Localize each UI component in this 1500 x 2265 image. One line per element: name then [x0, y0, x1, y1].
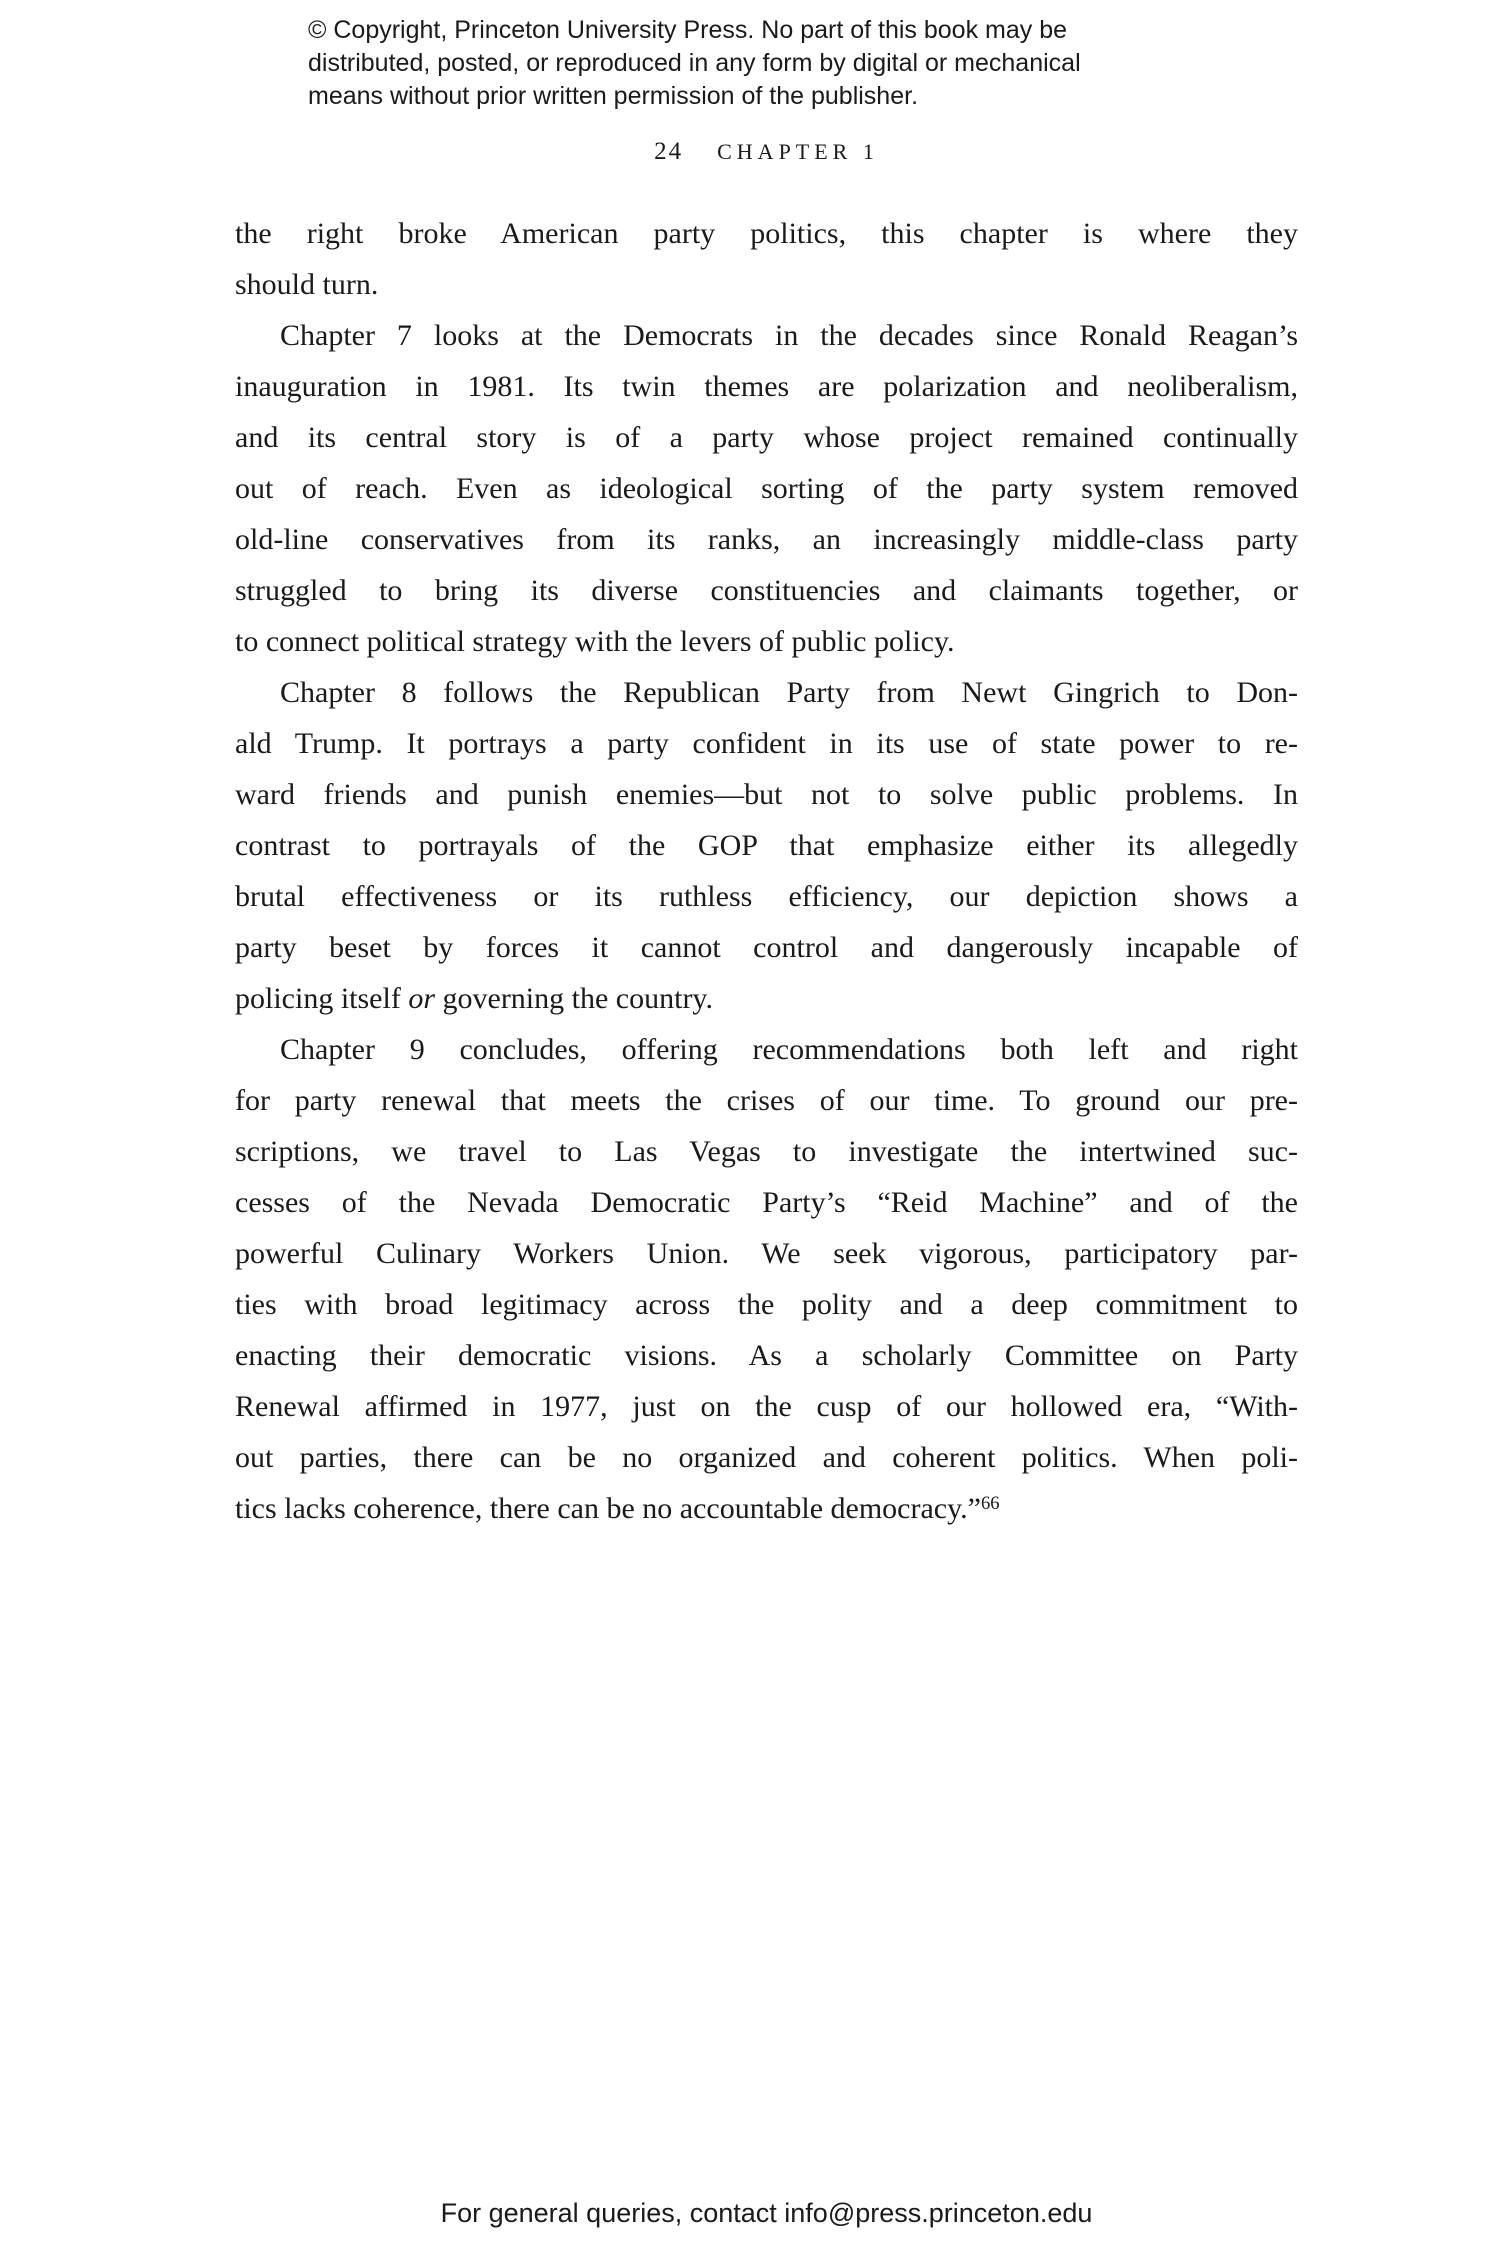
chapter-label: CHAPTER 1	[717, 139, 879, 164]
body-text-line: powerful Culinary Workers Union. We seek vigorous, participatory par-	[235, 1237, 1298, 1270]
paragraph	[235, 667, 1298, 1024]
running-head	[235, 138, 1298, 166]
body-text-line: cesses of the Nevada Democratic Party’s “Reid Machine” and of the	[235, 1186, 1298, 1219]
body-text	[235, 208, 1298, 1534]
body-text-line: Chapter 7 looks at the Democrats in the decades since Ronald Reagan’s	[280, 319, 1298, 352]
copyright-notice	[308, 14, 1081, 113]
paragraph	[235, 208, 1298, 310]
body-text-line: inauguration in 1981. Its twin themes are polarization and neoliberalism,	[235, 370, 1298, 403]
body-text-line: ties with broad legitimacy across the polity and a deep commitment to	[235, 1288, 1298, 1321]
body-text-line: ward friends and punish enemies—but not to solve public problems. In	[235, 778, 1298, 811]
body-text-line: contrast to portrayals of the GOP that emphasize either its allegedly	[235, 829, 1298, 862]
body-text-line: old-line conservatives from its ranks, an increasingly middle-class party	[235, 523, 1298, 556]
footer-contact-line: For general queries, contact info@press.princeton.edu	[440, 2198, 1093, 2228]
body-text-line: tics lacks coherence, there can be no accountable democracy.”$^{66}$	[235, 1492, 1000, 1525]
copyright-line: distributed, posted, or reproduced in any form by digital or mechanical	[308, 49, 1081, 77]
body-text-line: scriptions, we travel to Las Vegas to investigate the intertwined suc-	[235, 1135, 1298, 1168]
page-number: 24	[654, 138, 684, 165]
paragraph	[235, 310, 1298, 667]
body-text-line: for party renewal that meets the crises of our time. To ground our pre-	[235, 1084, 1298, 1117]
body-text-line: out of reach. Even as ideological sorting of the party system removed	[235, 472, 1298, 505]
body-text-line: brutal effectiveness or its ruthless efficiency, our depiction shows a	[235, 880, 1298, 913]
copyright-line: © Copyright, Princeton University Press. No part of this book may be	[308, 16, 1068, 44]
body-text-line: policing itself or governing the country.	[235, 982, 713, 1015]
body-text-line: Renewal affirmed in 1977, just on the cusp of our hollowed era, “With-	[235, 1390, 1298, 1423]
body-text-line: out parties, there can be no organized and coherent politics. When poli-	[235, 1441, 1298, 1474]
body-text-line: struggled to bring its diverse constituencies and claimants together, or	[235, 574, 1298, 607]
body-text-line: enacting their democratic visions. As a scholarly Committee on Party	[235, 1339, 1298, 1372]
body-text-line: Chapter 9 concludes, offering recommendations both left and right	[280, 1033, 1298, 1066]
body-text-line: and its central story is of a party whose project remained continually	[235, 421, 1298, 454]
paragraph	[235, 1024, 1298, 1534]
body-text-line: to connect political strategy with the levers of public policy.	[235, 625, 955, 658]
body-text-line: the right broke American party politics, this chapter is where they	[235, 217, 1298, 250]
body-text-line: party beset by forces it cannot control and dangerously incapable of	[235, 931, 1298, 964]
copyright-line: means without prior written permission of the publisher.	[308, 82, 919, 110]
body-text-line: should turn.	[235, 268, 379, 301]
body-text-line: Chapter 8 follows the Republican Party from Newt Gingrich to Don-	[280, 676, 1298, 709]
body-text-line: ald Trump. It portrays a party confident in its use of state power to re-	[235, 727, 1298, 760]
